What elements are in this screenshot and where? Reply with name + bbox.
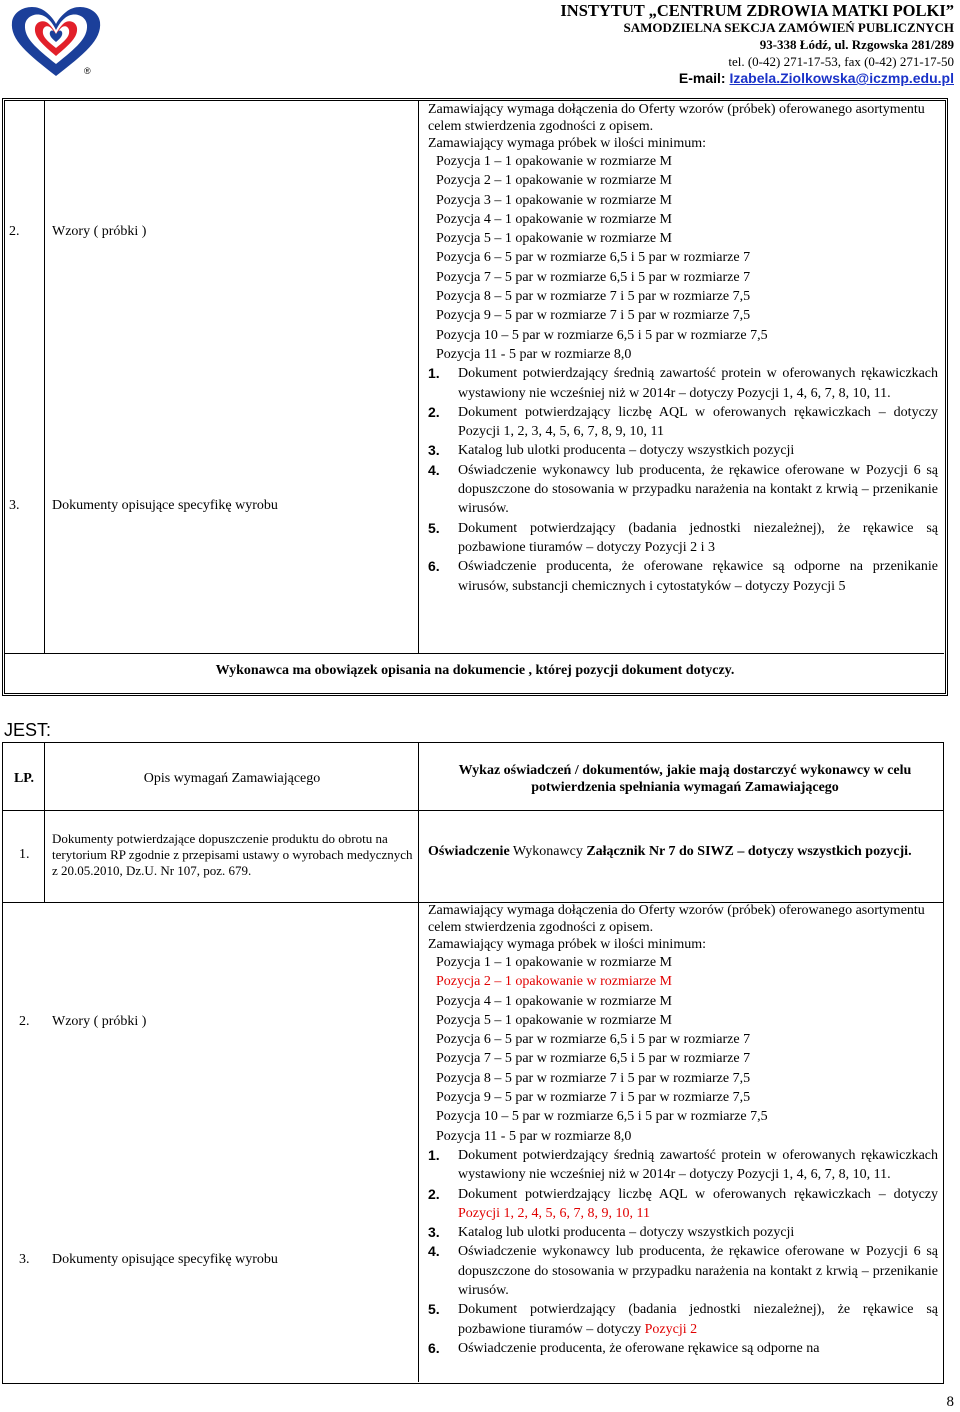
- header-documents: Wykaz oświadczeń / dokumentów, jakie mają dostarczyć wykonawcy w celu potwierdzenia spełniania wymagań Zamawiającego: [458, 763, 912, 795]
- registered-mark: ®: [84, 66, 91, 76]
- document-text: Dokument potwierdzający (badania jednostki niezależnej), że rękawice są pozbawione tiuramów – dotyczy Pozycji 2: [458, 1302, 938, 1337]
- position-item: Pozycja 4 – 1 opakowanie w rozmiarze M: [436, 211, 672, 227]
- document-changed-text: Pozycji 1, 2, 4, 5, 6, 7, 8, 9, 10, 11: [458, 1205, 650, 1221]
- document-item: [428, 441, 938, 460]
- t2-row-number-3: 3.: [19, 1252, 30, 1267]
- document-number: 1.: [428, 365, 440, 382]
- position-item: Pozycja 10 – 5 par w rozmiarze 6,5 i 5 par w rozmiarze 7,5: [436, 1109, 768, 1125]
- document-number: 3.: [428, 1224, 440, 1241]
- position-item: Pozycja 2 – 1 opakowanie w rozmiarze M: [436, 173, 672, 189]
- email-label: E-mail:: [678, 70, 730, 86]
- document-item: [428, 364, 938, 403]
- document-number: 6.: [428, 558, 440, 575]
- samples-minimum: Zamawiający wymaga próbek w ilości minimum:: [428, 136, 706, 151]
- declaration-plain: Wykonawcy: [509, 844, 587, 859]
- address: 93-338 Łódź, ul. Rzgowska 281/289: [759, 37, 954, 52]
- document-text: Oświadczenie wykonawcy lub producenta, że rękawice oferowane w Pozycji 6 są dopuszczone do stosowania w przypadku narażenia na kontakt z krwią – przenikanie wirusów.: [458, 462, 938, 517]
- document-item: [428, 1146, 938, 1185]
- document-text: Dokument potwierdzający średnią zawartość protein w oferowanych rękawiczkach wystawiony nie wcześniej niż w 2014r – dotyczy Pozycji 1, 4, 6, 7, 8, 10, 11.: [458, 366, 938, 401]
- email-link[interactable]: Izabela.Ziolkowska@iczmp.edu.pl: [729, 70, 954, 86]
- t2-row-label-documents: Dokumenty opisujące specyfikę wyrobu: [52, 1252, 278, 1267]
- positions-list: [428, 152, 938, 364]
- header-lp: LP.: [13, 771, 35, 786]
- position-item: Pozycja 5 – 1 opakowanie w rozmiarze M: [436, 231, 672, 247]
- document-text: Dokument potwierdzający liczbę AQL w oferowanych rękawiczkach – dotyczy Pozycji 1, 2, 3, 4, 5, 6, 7, 8, 9, 10, 11: [458, 404, 938, 440]
- documents-list: [428, 364, 938, 596]
- email-line: [434, 70, 954, 87]
- col-divider-2: [418, 100, 419, 653]
- document-text: Oświadczenie wykonawcy lub producenta, że rękawice oferowane w Pozycji 6 są dopuszczone do stosowania w przypadku narażenia na kontakt z krwią – przenikanie wirusów.: [458, 1244, 938, 1299]
- document-number: 2.: [428, 1185, 440, 1202]
- position-item: Pozycja 1 – 1 opakowanie w rozmiarze M: [436, 955, 672, 970]
- t2-documents-1: [428, 843, 928, 861]
- t2-row-label-samples: Wzory ( próbki ): [52, 1014, 147, 1029]
- institute-logo: [8, 2, 104, 80]
- institute-name: INSTYTUT „CENTRUM ZDROWIA MATKI POLKI”: [560, 1, 954, 20]
- position-item: Pozycja 9 – 5 par w rozmiarze 7 i 5 par w rozmiarze 7,5: [436, 1090, 751, 1106]
- document-text: Katalog lub ulotki producenta – dotyczy wszystkich pozycji: [458, 1225, 795, 1241]
- document-text: Dokument potwierdzający średnią zawartość protein w oferowanych rękawiczkach wystawiony nie wcześniej niż w 2014r – dotyczy Pozycji 1, 4, 6, 7, 8, 10, 11.: [458, 1147, 938, 1183]
- position-item: Pozycja 10 – 5 par w rozmiarze 6,5 i 5 par w rozmiarze 7,5: [436, 327, 768, 343]
- phone-fax: tel. (0-42) 271-17-53, fax (0-42) 271-17-50: [728, 54, 954, 69]
- document-item: [428, 1185, 938, 1224]
- row-number-2: 2.: [9, 224, 20, 239]
- t2-documents-list: [428, 1146, 938, 1358]
- page-number: 8: [946, 1394, 954, 1410]
- position-item: Pozycja 7 – 5 par w rozmiarze 6,5 i 5 par w rozmiarze 7: [436, 1051, 751, 1067]
- document-item: [428, 1300, 938, 1339]
- document-number: 5.: [428, 519, 440, 536]
- document-number: 4.: [428, 1243, 440, 1260]
- position-item: Pozycja 5 – 1 opakowanie w rozmiarze M: [436, 1012, 672, 1028]
- document-item: [428, 1223, 938, 1242]
- position-item: Pozycja 6 – 5 par w rozmiarze 6,5 i 5 par w rozmiarze 7: [436, 1032, 751, 1048]
- position-item: Pozycja 11 - 5 par w rozmiarze 8,0: [436, 1128, 632, 1144]
- position-item: Pozycja 2 – 1 opakowanie w rozmiarze M: [436, 974, 672, 990]
- document-item: [428, 519, 938, 558]
- t2-header-divider: [2, 810, 943, 811]
- jest-label: JEST:: [4, 720, 52, 740]
- contractor-note: Wykonawca ma obowiązek opisania na dokumencie , której pozycji dokument dotyczy.: [215, 663, 735, 678]
- document-text: Dokument potwierdzający (badania jednostki niezależnej), że rękawice są pozbawione tiuramów – dotyczy Pozycji 2 i 3: [458, 520, 938, 555]
- document-item: [428, 557, 938, 596]
- document-item: [428, 403, 938, 442]
- header-requirement: Opis wymagań Zamawiającego: [143, 771, 321, 786]
- row-number-3: 3.: [9, 498, 20, 513]
- document-number: 4.: [428, 461, 440, 478]
- row-divider: [4, 653, 944, 654]
- document-text: Katalog lub ulotki producenta – dotyczy wszystkich pozycji: [458, 443, 795, 459]
- position-item: Pozycja 4 – 1 opakowanie w rozmiarze M: [436, 993, 672, 1009]
- t2-col-divider-2: [418, 742, 419, 1382]
- position-item: Pozycja 8 – 5 par w rozmiarze 7 i 5 par w rozmiarze 7,5: [436, 1070, 751, 1086]
- requirements-cell-old: [428, 101, 938, 596]
- position-item: Pozycja 7 – 5 par w rozmiarze 6,5 i 5 par w rozmiarze 7: [436, 269, 751, 285]
- document-item: [428, 461, 938, 519]
- requirements-cell-new: [428, 902, 938, 1380]
- t2-col-divider-1: [44, 742, 45, 902]
- document-text: Oświadczenie producenta, że oferowane rękawice są odporne na przenikanie wirusów, substancji chemicznych i cytostatyków – dotyczy Pozycji 5: [458, 559, 938, 594]
- document-text: Dokument potwierdzający liczbę AQL w oferowanych rękawiczkach – dotyczy Pozycji 1, 2, 4, 5, 6, 7, 8, 9, 10, 11: [458, 1186, 938, 1221]
- t2-samples-minimum: Zamawiający wymaga próbek w ilości minimum:: [428, 937, 706, 952]
- row-label-samples: Wzory ( próbki ): [52, 224, 147, 239]
- position-item: Pozycja 9 – 5 par w rozmiarze 7 i 5 par w rozmiarze 7,5: [436, 308, 751, 324]
- position-item: Pozycja 6 – 5 par w rozmiarze 6,5 i 5 par w rozmiarze 7: [436, 250, 751, 266]
- document-number: 1.: [428, 1146, 440, 1163]
- col-divider-1: [44, 100, 45, 653]
- t2-requirement-1: Dokumenty potwierdzające dopuszczenie produktu do obrotu na terytorium RP zgodnie z przepisami ustawy o wyrobach medycznych z 20.05.2010, Dz.U. Nr 107, poz. 679.: [52, 831, 413, 878]
- samples-intro: Zamawiający wymaga dołączenia do Oferty wzorów (próbek) oferowanego asortymentu celem stwierdzenia zgodności z opisem.: [428, 102, 925, 134]
- t2-row-number-2: 2.: [19, 1014, 30, 1029]
- row-label-documents: Dokumenty opisujące specyfikę wyrobu: [52, 498, 278, 513]
- document-item: [428, 1242, 938, 1300]
- document-item: [428, 1339, 938, 1358]
- t2-positions-list: [428, 953, 938, 1146]
- position-item: Pozycja 1 – 1 opakowanie w rozmiarze M: [436, 154, 672, 169]
- document-text: Oświadczenie producenta, że oferowane rękawice są odporne na: [458, 1340, 820, 1356]
- t2-samples-intro: Zamawiający wymaga dołączenia do Oferty wzorów (próbek) oferowanego asortymentu celem stwierdzenia zgodności z opisem.: [428, 903, 925, 935]
- document-number: 2.: [428, 403, 440, 420]
- position-item: Pozycja 8 – 5 par w rozmiarze 7 i 5 par w rozmiarze 7,5: [436, 289, 751, 305]
- declaration-bold: Oświadczenie: [428, 844, 510, 859]
- declaration-attachment: Załącznik Nr 7 do SIWZ – dotyczy wszystkich pozycji.: [586, 844, 912, 859]
- document-number: 5.: [428, 1301, 440, 1318]
- section-name: SAMODZIELNA SEKCJA ZAMÓWIEŃ PUBLICZNYCH: [623, 20, 954, 35]
- t2-row-number-1: 1.: [19, 847, 30, 862]
- document-number: 6.: [428, 1339, 440, 1356]
- document-changed-text: Pozycji 2: [644, 1321, 698, 1337]
- document-number: 3.: [428, 442, 440, 459]
- position-item: Pozycja 3 – 1 opakowanie w rozmiarze M: [436, 192, 672, 208]
- position-item: Pozycja 11 - 5 par w rozmiarze 8,0: [436, 346, 632, 362]
- letterhead: [434, 2, 954, 87]
